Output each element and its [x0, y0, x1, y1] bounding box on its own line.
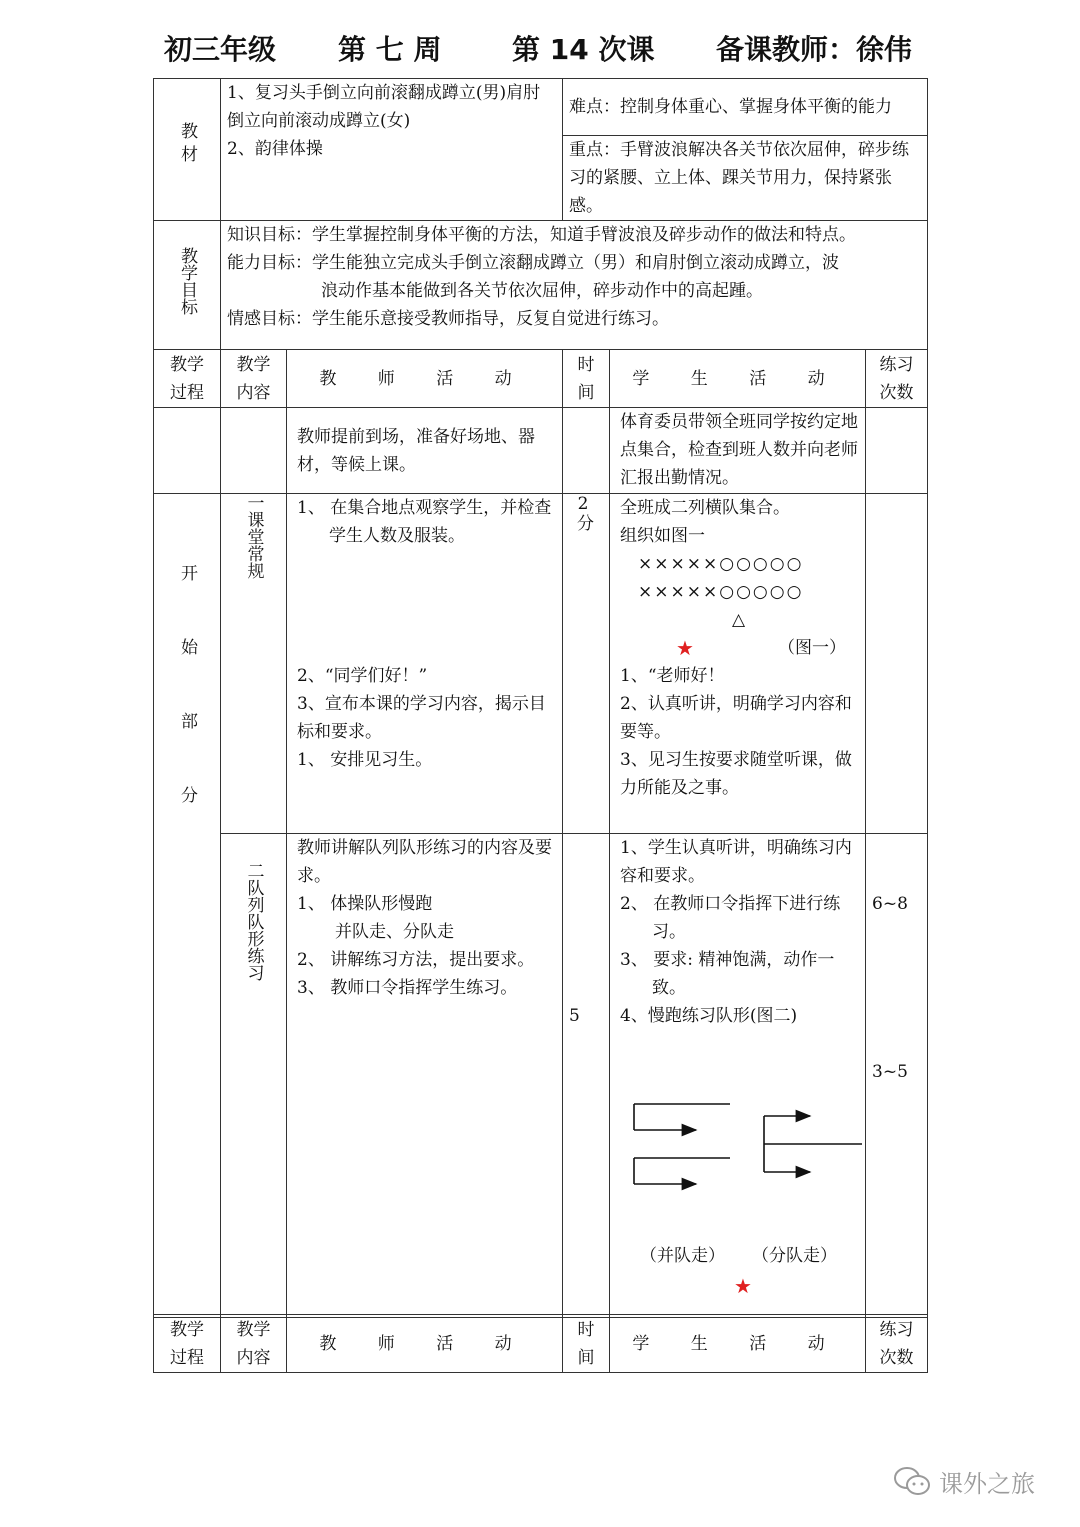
col-reps-2: 练习次数 — [866, 1315, 928, 1373]
figure-label: （图一） — [778, 638, 847, 658]
col-process-2: 教学过程 — [154, 1315, 221, 1373]
grade: 初三年级 — [164, 33, 277, 66]
week: 第 七 周 — [338, 33, 442, 66]
col-teacher-2: 教 师 活 动 — [287, 1315, 563, 1373]
routine-student: 全班成二列横队集合。 组织如图一 ×××××○○○○○ ×××××○○○○○ △ ★ （图一） 1、“老师好！ 2、认真听讲，明确学习内容和要等。 3、见习生按要求随堂听课，做力所能及之事。 — [610, 494, 866, 834]
watermark: 课外之旅 — [893, 1463, 1035, 1499]
objectives-row — [154, 221, 928, 350]
material-items: 1、复习头手倒立向前滚翻成蹲立(男)肩肘倒立向前滚动成蹲立(女) 2、韵律体操 — [221, 79, 563, 221]
objectives-label: 教学目标 — [154, 221, 221, 350]
drill-reps: 6~8 3~5 — [866, 834, 928, 1318]
fig-split-label: （分队走） — [752, 1246, 838, 1266]
col-content-2: 教学内容 — [221, 1315, 287, 1373]
routine-time: 2分 — [563, 494, 610, 834]
drill-teacher: 教师讲解队列队形练习的内容及要求。 1、 体操队形慢跑 并队走、分队走 2、 讲解练习方法，提出要求。 3、 教师口令指挥学生练习。 — [287, 834, 563, 1318]
drill-student: 1、学生认真听讲，明确练习内容和要求。 2、 在教师口令指挥下进行练习。 3、 要求: 精神饱满，动作一致。 4、慢跑练习队形(图二) （并队走） （分队走） ★ — [610, 834, 866, 1318]
col-teacher: 教 师 活 动 — [287, 350, 563, 408]
fig-merge-label: （并队走） — [640, 1246, 726, 1266]
material-row — [154, 79, 928, 136]
col-process: 教学过程 — [154, 350, 221, 408]
prep-row — [154, 408, 928, 494]
formation-row-2: ×××××○○○○○ — [638, 582, 804, 602]
page-title — [160, 28, 940, 72]
routine-teacher: 1、 在集合地点观察学生，并检查学生人数及服装。 2、“同学们好！” 3、宣布本课的学习内容，揭示目标和要求。 1、 安排见习生。 — [287, 494, 563, 834]
col-student-2: 学 生 活 动 — [610, 1315, 866, 1373]
objectives-text: 知识目标：学生掌握控制身体平衡的方法，知道手臂波浪及碎步动作的做法和特点。 能力目标：学生能独立完成头手倒立滚翻成蹲立（男）和肩肘倒立滚动成蹲立，波 浪动作基本能做到各关节依次屈伸，碎步动作中的高起踵。 情感目标：学生能乐意接受教师指导，反复自觉进行练习。 — [221, 221, 928, 350]
difficulty: 难点：控制身体重心、掌握身体平衡的能力 — [563, 79, 928, 136]
star-icon: ★ — [734, 1274, 752, 1298]
formation-row-1: ×××××○○○○○ — [638, 554, 804, 574]
material-label: 教材 — [154, 79, 221, 221]
keypoint: 重点：手臂波浪解决各关节依次屈伸，碎步练习的紧腰、立上体、踝关节用力，保持紧张感。 — [563, 136, 928, 221]
start-section-label: 开始部分 — [154, 494, 221, 1318]
teacher-name: 备课教师：徐伟 — [716, 33, 913, 66]
star-icon: ★ — [676, 636, 694, 660]
wechat-icon — [893, 1465, 931, 1497]
march-diagram — [630, 1096, 870, 1196]
lesson-plan-table — [153, 78, 928, 1318]
col-time: 时间 — [563, 350, 610, 408]
continuation-header-table — [153, 1314, 928, 1373]
col-reps: 练习次数 — [866, 350, 928, 408]
col-time-2: 时间 — [563, 1315, 610, 1373]
prep-student: 体育委员带领全班同学按约定地点集合，检查到班人数并向老师汇报出勤情况。 — [610, 408, 866, 494]
column-header-row-2 — [154, 1315, 928, 1373]
formation-teacher: △ — [732, 610, 748, 630]
col-content: 教学内容 — [221, 350, 287, 408]
routine-content: 一课堂常规 — [221, 494, 287, 834]
col-student: 学 生 活 动 — [610, 350, 866, 408]
drill-content: 二队列队形练习 — [221, 834, 287, 1318]
lesson-number: 第 14 次课 — [512, 33, 655, 66]
drill-row — [154, 834, 928, 1318]
column-header-row — [154, 350, 928, 408]
routine-row — [154, 494, 928, 834]
drill-time: 5 — [563, 834, 610, 1318]
prep-teacher: 教师提前到场，准备好场地、器材，等候上课。 — [287, 408, 563, 494]
